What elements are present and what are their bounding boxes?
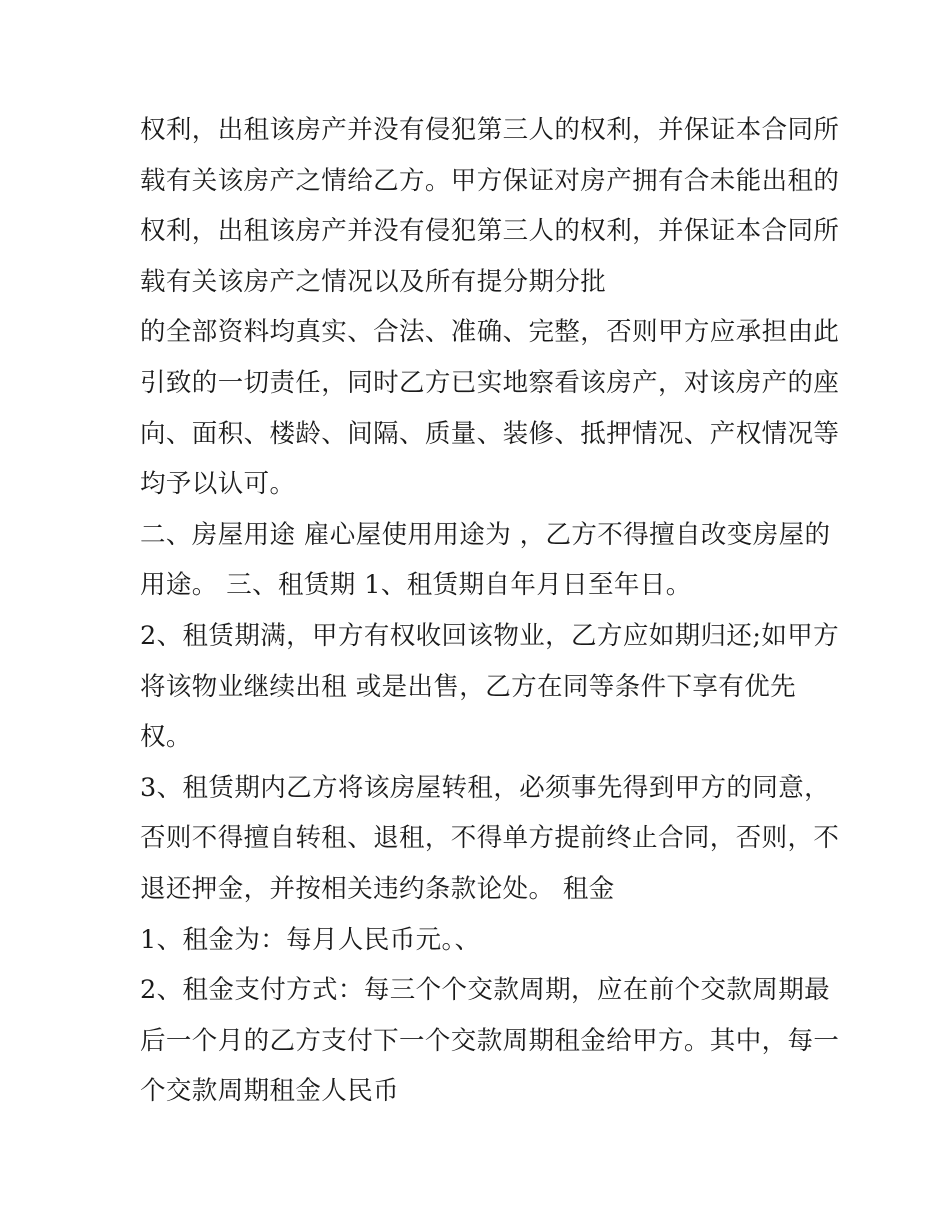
text-line: 2、租赁期满，甲方有权收回该物业，乙方应如期归还;如甲方 bbox=[140, 621, 840, 651]
text-line: 退还押金，并按相关违约条款论处。 租金 bbox=[140, 874, 615, 904]
text-line: 1、租金为：每月人民币元。、 bbox=[140, 925, 481, 955]
text-line: 的全部资料均真实、合法、准确、完整，否则甲方应承担由此 bbox=[140, 317, 840, 347]
text-line: 引致的一切责任，同时乙方已实地察看该房产，对该房产的座 bbox=[140, 368, 840, 398]
text-line: 权利，出租该房产并没有侵犯第三人的权利，并保证本合同所 bbox=[140, 216, 840, 246]
text-line: 二、房屋用途 雇心屋使用用途为 ，乙方不得擅自改变房屋的 bbox=[140, 520, 831, 550]
text-line: 向、面积、楼龄、间隔、质量、装修、抵押情况、产权情况等 bbox=[140, 419, 840, 449]
text-line: 载有关该房产之情给乙方。甲方保证对房产拥有合未能出租的 bbox=[140, 166, 840, 196]
text-line: 个交款周期租金人民币 bbox=[140, 1076, 400, 1106]
text-line: 否则不得擅自转租、退租，不得单方提前终止合同，否则，不 bbox=[140, 823, 840, 853]
text-line: 后一个月的乙方支付下一个交款周期租金给甲方。其中，每一 bbox=[140, 1026, 840, 1056]
text-line: 将该物业继续出租 或是出售，乙方在同等条件下享有优先 bbox=[140, 672, 797, 702]
text-line: 2、租金支付方式：每三个个交款周期，应在前个交款周期最 bbox=[140, 975, 831, 1005]
text-line: 权。 bbox=[140, 722, 192, 752]
text-line: 3、租赁期内乙方将该房屋转租，必须事先得到甲方的同意， bbox=[140, 773, 831, 803]
text-line: 均予以认可。 bbox=[140, 469, 296, 499]
text-line: 用途。 三、租赁期 1、租赁期自年月日至年日。 bbox=[140, 570, 692, 600]
text-line: 权利，出租该房产并没有侵犯第三人的权利，并保证本合同所 bbox=[140, 115, 840, 145]
text-line: 载有关该房产之情况以及所有提分期分批 bbox=[140, 267, 607, 297]
